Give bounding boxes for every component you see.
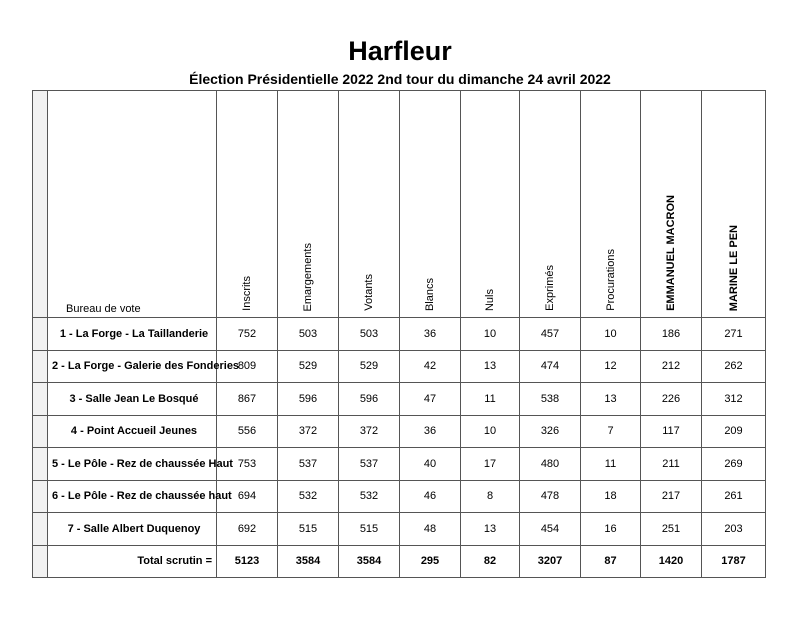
table-row <box>33 513 766 546</box>
row-gutter <box>33 480 48 513</box>
total-cell: 3584 <box>339 545 400 577</box>
total-cell: 82 <box>461 545 520 577</box>
table-cell: 10 <box>581 318 641 351</box>
total-cell: 3207 <box>520 545 581 577</box>
table-cell: 529 <box>278 350 339 383</box>
table-row <box>33 350 766 383</box>
column-header-exprimes: Exprimés <box>520 91 581 318</box>
table-cell: 117 <box>641 415 702 448</box>
row-gutter <box>33 415 48 448</box>
row-gutter <box>33 383 48 416</box>
table-cell: 753 <box>217 448 278 481</box>
table-cell: 203 <box>702 513 766 546</box>
table-cell: 226 <box>641 383 702 416</box>
table-cell: 36 <box>400 318 461 351</box>
table-cell: 372 <box>339 415 400 448</box>
table-row <box>33 480 766 513</box>
table-cell: 596 <box>339 383 400 416</box>
table-cell: 13 <box>461 350 520 383</box>
table-cell: 752 <box>217 318 278 351</box>
table-cell: 251 <box>641 513 702 546</box>
total-cell: 295 <box>400 545 461 577</box>
column-header-inscrits: Inscrits <box>217 91 278 318</box>
row-gutter <box>33 545 48 577</box>
table-cell: 11 <box>581 448 641 481</box>
bureau-name: 5 - Le Pôle - Rez de chaussée Haut <box>48 448 217 481</box>
table-cell: 46 <box>400 480 461 513</box>
table-cell: 457 <box>520 318 581 351</box>
table-cell: 47 <box>400 383 461 416</box>
total-label: Total scrutin = <box>48 545 217 577</box>
table-cell: 556 <box>217 415 278 448</box>
page-subtitle: Élection Présidentielle 2022 2nd tour du dimanche 24 avril 2022 <box>189 71 611 87</box>
bureau-header-label: Bureau de vote <box>66 303 141 315</box>
table-cell: 326 <box>520 415 581 448</box>
total-row <box>33 545 766 577</box>
table-cell: 12 <box>581 350 641 383</box>
total-cell: 1420 <box>641 545 702 577</box>
row-gutter <box>33 448 48 481</box>
total-cell: 3584 <box>278 545 339 577</box>
table-cell: 867 <box>217 383 278 416</box>
table-cell: 454 <box>520 513 581 546</box>
table-cell: 8 <box>461 480 520 513</box>
total-cell: 87 <box>581 545 641 577</box>
total-cell: 5123 <box>217 545 278 577</box>
table-cell: 212 <box>641 350 702 383</box>
row-gutter <box>33 513 48 546</box>
total-cell: 1787 <box>702 545 766 577</box>
row-gutter-header <box>33 91 48 318</box>
table-cell: 503 <box>278 318 339 351</box>
table-row <box>33 448 766 481</box>
table-cell: 217 <box>641 480 702 513</box>
row-gutter <box>33 318 48 351</box>
column-header-procurations: Procurations <box>581 91 641 318</box>
table-row <box>33 383 766 416</box>
column-header-blancs: Blancs <box>400 91 461 318</box>
table-cell: 262 <box>702 350 766 383</box>
table-cell: 515 <box>278 513 339 546</box>
table-cell: 480 <box>520 448 581 481</box>
table-cell: 538 <box>520 383 581 416</box>
table-cell: 16 <box>581 513 641 546</box>
table-cell: 42 <box>400 350 461 383</box>
table-cell: 537 <box>278 448 339 481</box>
row-gutter <box>33 350 48 383</box>
bureau-name: 3 - Salle Jean Le Bosqué <box>48 383 217 416</box>
bureau-name: 7 - Salle Albert Duquenoy <box>48 513 217 546</box>
column-header-macron: EMMANUEL MACRON <box>641 91 702 318</box>
header-row <box>33 91 766 318</box>
table-cell: 36 <box>400 415 461 448</box>
table-cell: 503 <box>339 318 400 351</box>
table-cell: 271 <box>702 318 766 351</box>
table-cell: 18 <box>581 480 641 513</box>
table-cell: 186 <box>641 318 702 351</box>
table-cell: 13 <box>581 383 641 416</box>
table-cell: 692 <box>217 513 278 546</box>
table-cell: 312 <box>702 383 766 416</box>
bureau-column-header <box>48 91 217 318</box>
bureau-name: 2 - La Forge - Galerie des Fonderies <box>48 350 217 383</box>
table-cell: 809 <box>217 350 278 383</box>
table-cell: 209 <box>702 415 766 448</box>
page-title: Harfleur <box>348 36 452 66</box>
table-cell: 532 <box>339 480 400 513</box>
table-cell: 596 <box>278 383 339 416</box>
bureau-name: 1 - La Forge - La Taillanderie <box>48 318 217 351</box>
table-cell: 478 <box>520 480 581 513</box>
table-cell: 7 <box>581 415 641 448</box>
results-table <box>32 90 766 578</box>
table-cell: 17 <box>461 448 520 481</box>
table-cell: 11 <box>461 383 520 416</box>
bureau-name: 6 - Le Pôle - Rez de chaussée haut <box>48 480 217 513</box>
table-cell: 529 <box>339 350 400 383</box>
table-cell: 261 <box>702 480 766 513</box>
table-cell: 10 <box>461 318 520 351</box>
table-row <box>33 415 766 448</box>
table-cell: 269 <box>702 448 766 481</box>
column-header-le-pen: MARINE LE PEN <box>702 91 766 318</box>
table-cell: 515 <box>339 513 400 546</box>
table-cell: 13 <box>461 513 520 546</box>
table-cell: 532 <box>278 480 339 513</box>
table-cell: 211 <box>641 448 702 481</box>
table-cell: 694 <box>217 480 278 513</box>
column-header-nuls: Nuls <box>461 91 520 318</box>
column-header-votants: Votants <box>339 91 400 318</box>
table-cell: 474 <box>520 350 581 383</box>
table-cell: 40 <box>400 448 461 481</box>
bureau-name: 4 - Point Accueil Jeunes <box>48 415 217 448</box>
column-header-emargements: Emargements <box>278 91 339 318</box>
table-cell: 10 <box>461 415 520 448</box>
table-cell: 48 <box>400 513 461 546</box>
table-cell: 537 <box>339 448 400 481</box>
table-row <box>33 318 766 351</box>
table-cell: 372 <box>278 415 339 448</box>
